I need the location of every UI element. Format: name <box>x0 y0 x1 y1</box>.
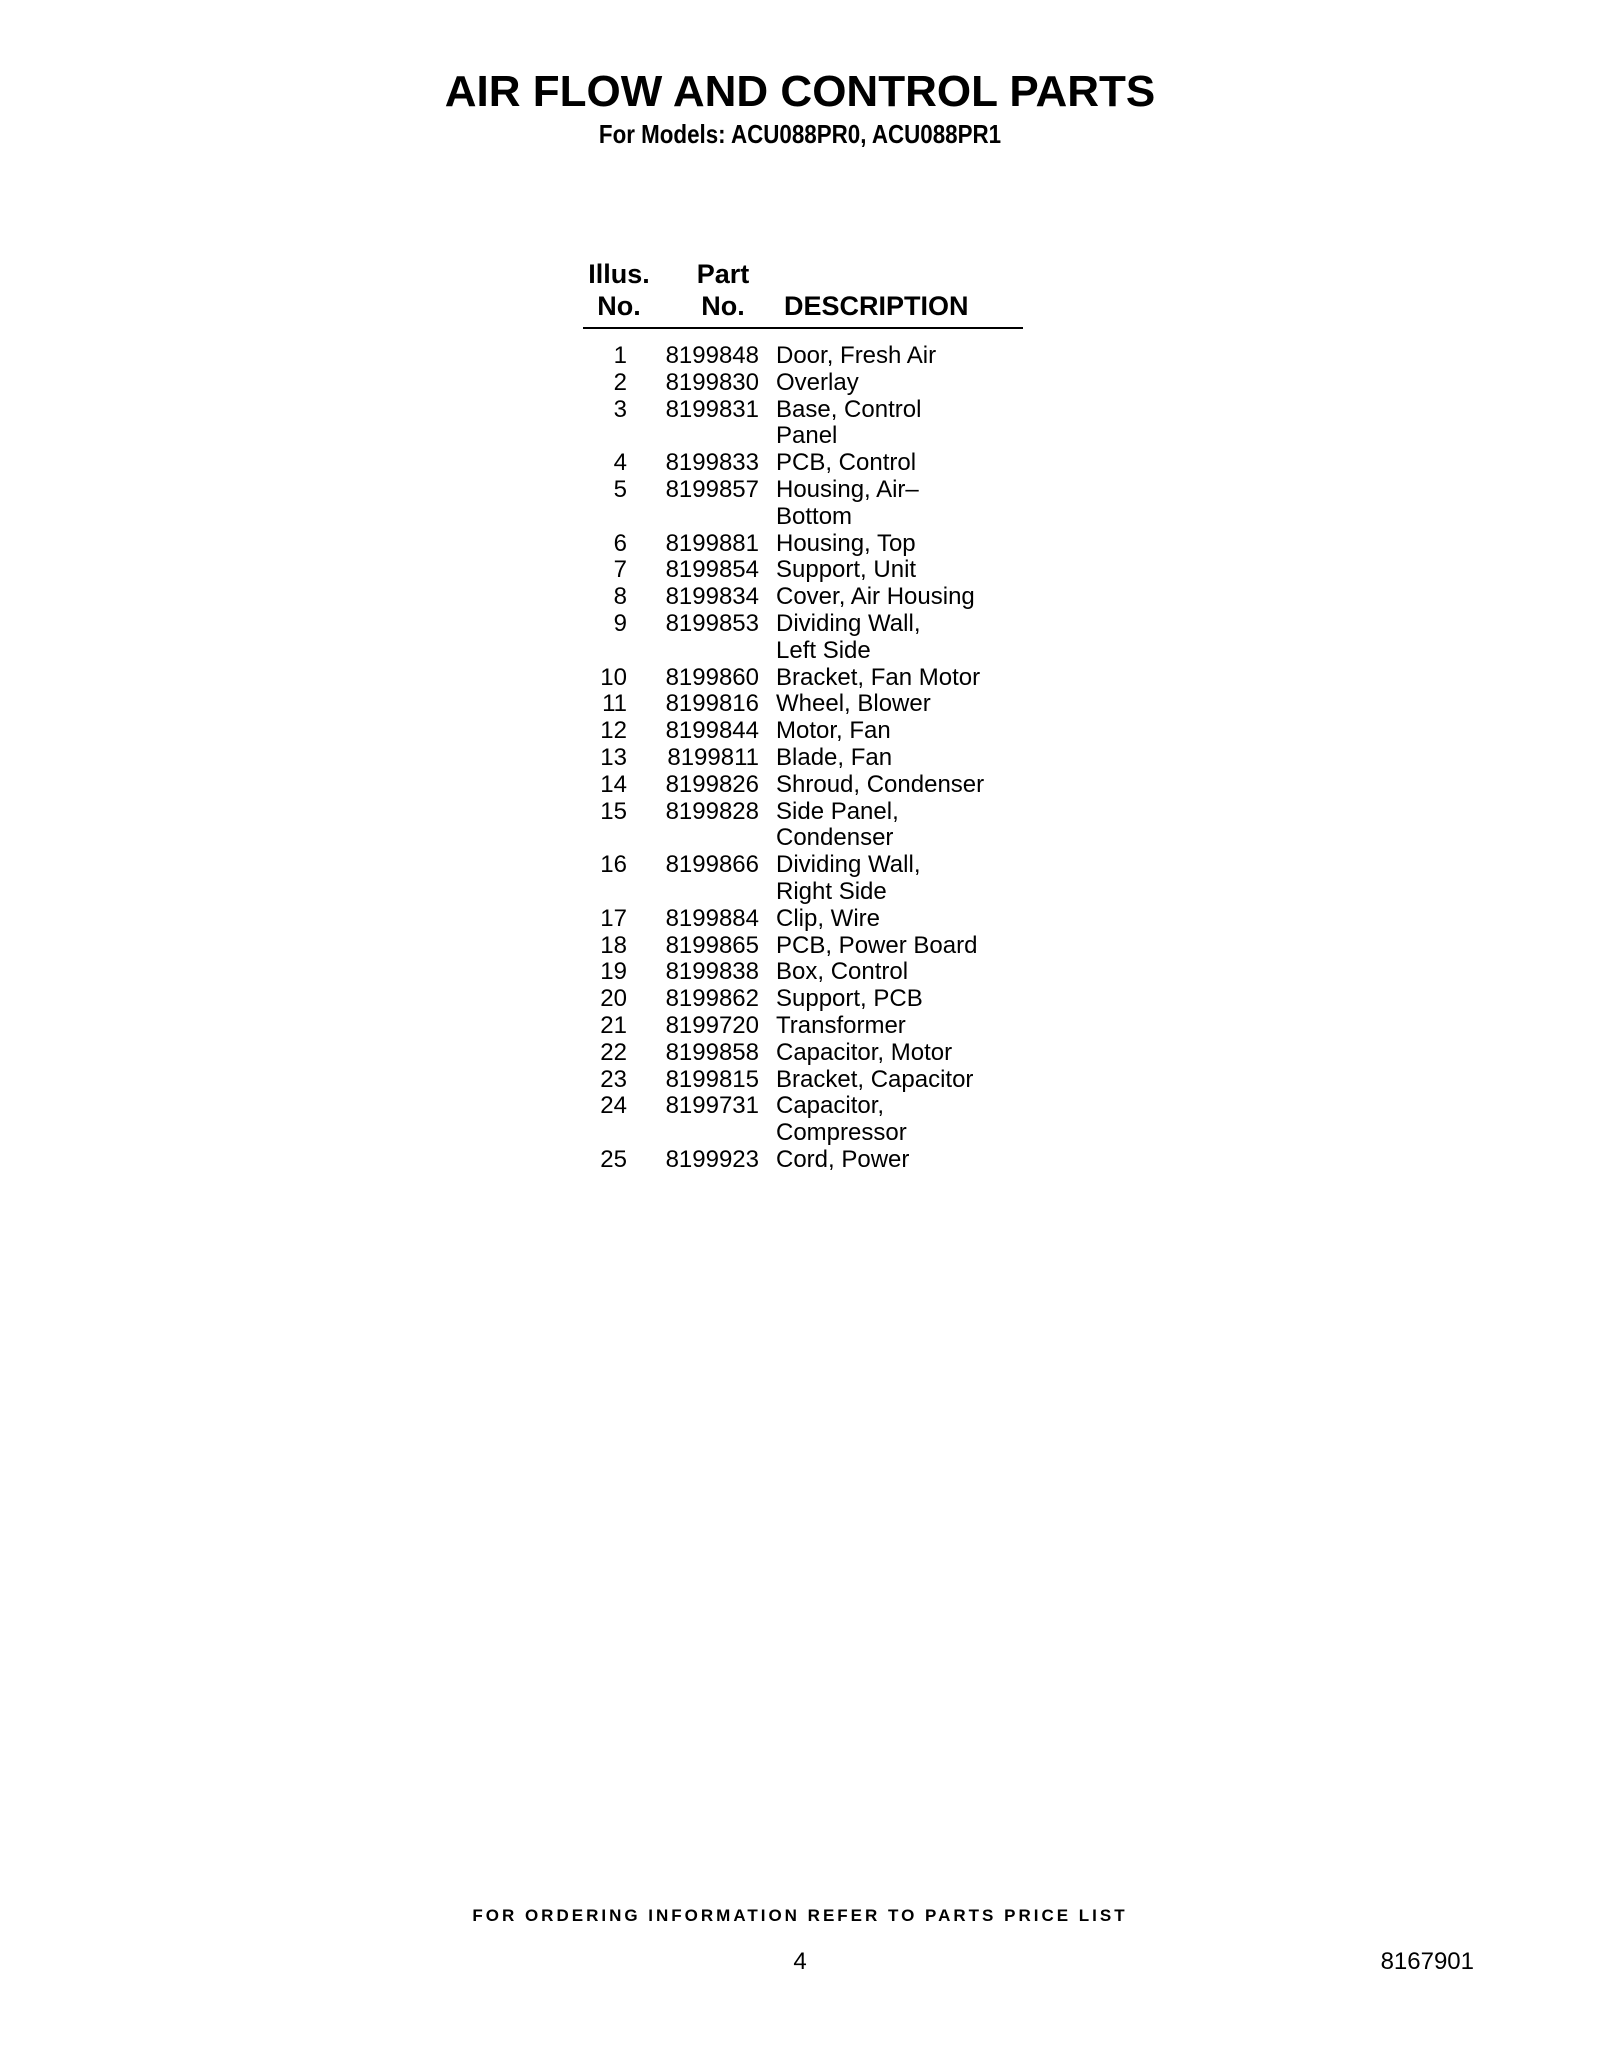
illus-no-cell: 17 <box>600 904 627 932</box>
illus-no-cell: 20 <box>600 985 627 1013</box>
header-description: DESCRIPTION <box>784 291 969 321</box>
table-row <box>583 611 1023 665</box>
illus-no-cell: 6 <box>613 529 627 557</box>
table-row <box>583 531 1023 558</box>
part-no-cell: 8199884 <box>665 904 759 932</box>
description-cell: Support, Unit <box>776 556 917 584</box>
header-part-line1: Part <box>696 259 750 289</box>
table-row <box>583 852 1023 906</box>
part-no-cell: 8199853 <box>665 609 759 637</box>
ordering-note: FOR ORDERING INFORMATION REFER TO PARTS PRICE LIST <box>472 1906 1128 1925</box>
description-cell: Support, PCB <box>776 985 923 1013</box>
illus-no-cell: 10 <box>600 663 627 691</box>
description-cell: Box, Control <box>776 958 909 986</box>
part-no-cell: 8199720 <box>665 1011 759 1039</box>
illus-no-cell: 14 <box>600 770 627 798</box>
page-number: 4 <box>793 1948 807 1975</box>
description-cell: Bracket, Capacitor <box>776 1065 974 1093</box>
description-cell: Side Panel, Condenser <box>776 797 899 852</box>
illus-no-cell: 15 <box>600 797 627 825</box>
table-row <box>583 959 1023 986</box>
description-cell: Door, Fresh Air <box>776 342 937 369</box>
description-cell: Housing, Top <box>776 529 916 557</box>
table-row <box>583 799 1023 853</box>
part-no-cell: 8199826 <box>665 770 759 798</box>
illus-no-cell: 1 <box>613 342 627 369</box>
illus-no-cell: 21 <box>600 1011 627 1039</box>
illus-no-cell: 2 <box>613 368 627 396</box>
part-no-cell: 8199830 <box>665 368 759 396</box>
illus-no-cell: 4 <box>613 449 627 477</box>
table-row <box>583 933 1023 960</box>
part-no-cell: 8199831 <box>665 395 759 423</box>
part-no-cell: 8199838 <box>665 958 759 986</box>
models-subtitle: For Models: ACU088PR0, ACU088PR1 <box>598 119 1002 149</box>
illus-no-cell: 23 <box>600 1065 627 1093</box>
description-cell: Transformer <box>776 1011 906 1039</box>
illus-no-cell: 13 <box>600 743 627 771</box>
table-row <box>583 772 1023 799</box>
part-no-cell: 8199816 <box>665 690 759 718</box>
description-cell: Dividing Wall, Right Side <box>776 851 921 905</box>
part-no-cell: 8199848 <box>665 342 759 369</box>
illus-no-cell: 5 <box>613 475 627 503</box>
description-cell: Cover, Air Housing <box>776 583 975 611</box>
table-body <box>583 343 1023 1174</box>
table-row <box>583 691 1023 718</box>
header-illus-line2: No. <box>597 291 641 321</box>
illus-no-cell: 8 <box>613 583 627 611</box>
description-cell: Clip, Wire <box>776 904 881 932</box>
table-row <box>583 906 1023 933</box>
header-illus-line1: Illus. <box>588 259 650 289</box>
description-cell: Wheel, Blower <box>776 690 931 718</box>
part-no-cell: 8199860 <box>665 663 759 691</box>
description-cell: Dividing Wall, Left Side <box>776 609 921 664</box>
header-illus-no <box>579 258 659 322</box>
description-cell: PCB, Power Board <box>776 931 978 959</box>
table-row <box>583 343 1023 370</box>
part-no-cell: 8199854 <box>665 556 759 584</box>
part-no-cell: 8199731 <box>665 1092 759 1120</box>
illus-no-cell: 3 <box>613 395 627 423</box>
table-row <box>583 665 1023 692</box>
parts-table <box>583 253 1023 1174</box>
description-cell: Base, Control Panel <box>776 395 922 450</box>
description-cell: PCB, Control <box>776 449 917 477</box>
table-row <box>583 986 1023 1013</box>
part-no-cell: 8199866 <box>665 851 759 879</box>
description-cell: Cord, Power <box>776 1145 910 1173</box>
illus-no-cell: 12 <box>600 717 627 745</box>
table-row <box>583 557 1023 584</box>
part-no-cell: 8199828 <box>665 797 759 825</box>
illus-no-cell: 19 <box>600 958 627 986</box>
description-cell: Capacitor, Motor <box>776 1038 953 1066</box>
table-row <box>583 477 1023 531</box>
table-row <box>583 745 1023 772</box>
description-cell: Housing, Air– Bottom <box>776 475 919 530</box>
part-no-cell: 8199811 <box>667 743 759 771</box>
table-row <box>583 1067 1023 1094</box>
illus-no-cell: 25 <box>600 1145 627 1173</box>
header-part-no <box>680 258 766 322</box>
table-row <box>583 450 1023 477</box>
part-no-cell: 8199865 <box>665 931 759 959</box>
illus-no-cell: 9 <box>613 609 627 637</box>
description-cell: Motor, Fan <box>776 717 891 745</box>
illus-no-cell: 16 <box>600 851 627 879</box>
table-row <box>583 718 1023 745</box>
description-cell: Blade, Fan <box>776 743 893 771</box>
part-no-cell: 8199833 <box>665 449 759 477</box>
document-number: 8167901 <box>1380 1948 1474 1975</box>
table-header <box>583 253 1023 329</box>
description-cell: Capacitor, Compressor <box>776 1092 907 1147</box>
part-no-cell: 8199858 <box>665 1038 759 1066</box>
table-row <box>583 1013 1023 1040</box>
illus-no-cell: 22 <box>600 1038 627 1066</box>
table-row <box>583 370 1023 397</box>
description-cell: Overlay <box>776 368 859 396</box>
part-no-cell: 8199881 <box>665 529 759 557</box>
table-row <box>583 1040 1023 1067</box>
illus-no-cell: 18 <box>600 931 627 959</box>
header-part-line2: No. <box>701 291 745 321</box>
illus-no-cell: 24 <box>600 1092 627 1120</box>
table-row <box>583 584 1023 611</box>
part-no-cell: 8199815 <box>665 1065 759 1093</box>
part-no-cell: 8199844 <box>665 717 759 745</box>
illus-no-cell: 11 <box>602 690 627 718</box>
table-row <box>583 1093 1023 1147</box>
illus-no-cell: 7 <box>613 556 627 584</box>
part-no-cell: 8199857 <box>665 475 759 503</box>
part-no-cell: 8199834 <box>665 583 759 611</box>
table-row <box>583 397 1023 451</box>
description-cell: Bracket, Fan Motor <box>776 663 981 691</box>
page-title: AIR FLOW AND CONTROL PARTS <box>444 67 1156 116</box>
part-no-cell: 8199862 <box>665 985 759 1013</box>
part-no-cell: 8199923 <box>665 1145 759 1173</box>
table-row <box>583 1147 1023 1174</box>
description-cell: Shroud, Condenser <box>776 770 985 798</box>
